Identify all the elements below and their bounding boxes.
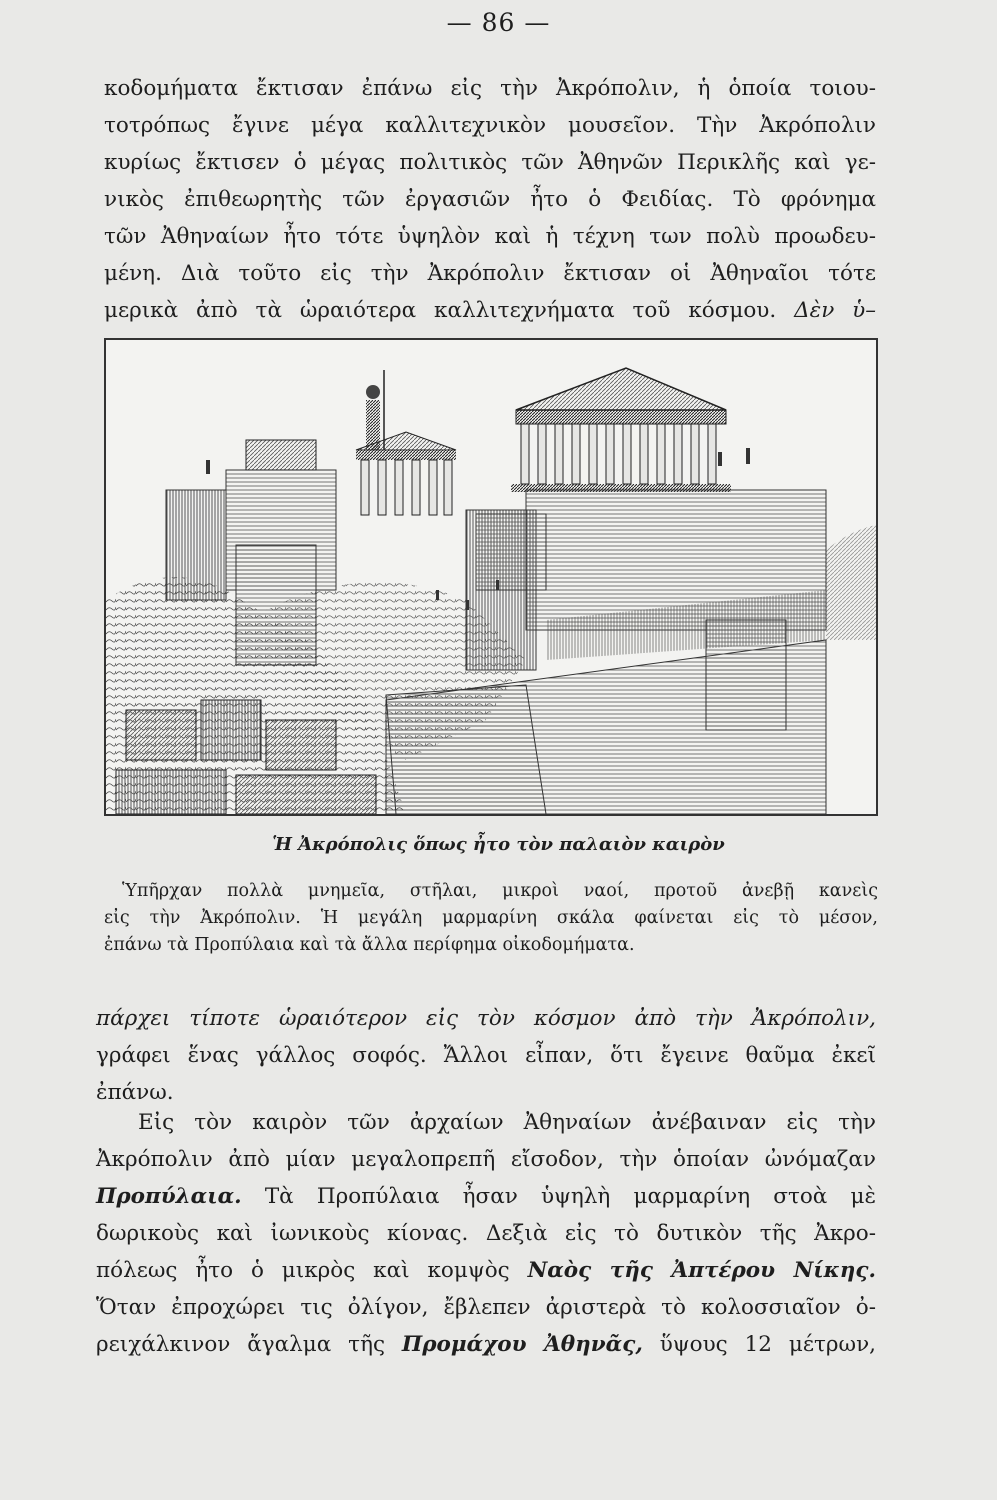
bottom-paragraph-1 [96,1000,876,1111]
caption-line: εἰς τὴν Ἀκρόπολιν. Ἡ μεγάλη μαρμαρίνη σκάλα φαίνεται εἰς τὸ μέσον, [104,908,878,928]
illustration-caption [104,878,878,959]
paragraph-line-italic: πάρχει τίποτε ὡραιότερον εἰς τὸν κόσμον ἀπὸ τὴν Ἀκρόπολιν, [96,1006,876,1031]
paragraph-line: κοδομήματα ἔκτισαν ἐπάνω εἰς τὴν Ἀκρόπολιν, ἡ ὁποία τοιου- [104,76,876,101]
paragraph-line: ἐπάνω. [96,1080,174,1105]
bold-term-athena-promachos: Προμάχου Ἀθηνᾶς, [401,1332,643,1357]
paragraph-line: Ἀκρόπολιν ἀπὸ μίαν μεγαλοπρεπῆ εἴσοδον, τὴν ὁποίαν ὠνόμαζαν [96,1147,876,1172]
paragraph-line: γράφει ἕνας γάλλος σοφός. Ἄλλοι εἶπαν, ὅτι ἔγεινε θαῦμα ἐκεῖ [96,1043,876,1068]
page-number: — 86 — [446,8,551,37]
paragraph-line: κυρίως ἔκτισεν ὁ μέγας πολιτικὸς τῶν Ἀθηνῶν Περικλῆς καὶ γε- [104,150,876,175]
paragraph-text: πόλεως ἦτο ὁ μικρὸς καὶ κομψὸς [96,1258,528,1283]
acropolis-engraving [104,338,878,816]
paragraph-line [96,1326,876,1363]
paragraph-line: νικὸς ἐπιθεωρητὴς τῶν ἐργασιῶν ἦτο ὁ Φειδίας. Τὸ φρόνημα [104,187,876,212]
acropolis-drawing [106,340,876,814]
paragraph-line: Εἰς τὸν καιρὸν τῶν ἀρχαίων Ἀθηναίων ἀνέβαιναν εἰς τὴν [138,1110,876,1135]
paragraph-text: ὕψους 12 μέτρων, [642,1332,876,1357]
bold-term-nike-temple: Ναὸς τῆς Ἀπτέρου Νίκης. [527,1258,876,1283]
paragraph-line: τῶν Ἀθηναίων ἦτο τότε ὑψηλὸν καὶ ἡ τέχνη των πολὺ προωδευ- [104,224,876,249]
bold-term-propylaea: Προπύλαια. [96,1184,242,1209]
illustration-caption-title: Ἡ Ἀκρόπολις ὅπως ἦτο τὸν παλαιὸν καιρὸν [272,834,725,855]
paragraph-line [96,1178,876,1215]
bottom-paragraph-2 [96,1104,876,1363]
caption-line: Ὑπῆρχαν πολλὰ μνημεῖα, στῆλαι, μικροὶ ναοί, προτοῦ ἀνεβῇ κανεὶς [122,881,878,901]
paragraph-line: Ὅταν ἐπροχώρει τις ὀλίγον, ἔβλεπεν ἀριστερὰ τὸ κολοσσιαῖον ὀ- [96,1295,876,1320]
paragraph-line: τοτρόπως ἔγινε μέγα καλλιτεχνικὸν μουσεῖον. Τὴν Ἀκρόπολιν [104,113,876,138]
paragraph-text: ρειχάλκινον ἄγαλμα τῆς [96,1332,402,1357]
paragraph-text: Τὰ Προπύλαια ἦσαν ὑψηλὴ μαρμαρίνη στοὰ μὲ [241,1184,876,1209]
paragraph-line: δωρικοὺς καὶ ἰωνικοὺς κίονας. Δεξιὰ εἰς τὸ δυτικὸν τῆς Ἀκρο- [96,1221,876,1246]
paragraph-text: μερικὰ ἀπὸ τὰ ὡραιότερα καλλιτεχνήματα τοῦ κόσμου. [104,298,777,323]
paragraph-line [104,292,876,329]
paragraph-line: μένη. Διὰ τοῦτο εἰς τὴν Ἀκρόπολιν ἔκτισαν οἱ Ἀθηναῖοι τότε [104,261,876,286]
italic-continuation: Δὲν ὑ– [794,298,877,323]
caption-line: ἐπάνω τὰ Προπύλαια καὶ τὰ ἄλλα περίφημα οἰκοδομήματα. [104,935,635,955]
paragraph-line [96,1252,876,1289]
top-paragraph [104,70,876,329]
